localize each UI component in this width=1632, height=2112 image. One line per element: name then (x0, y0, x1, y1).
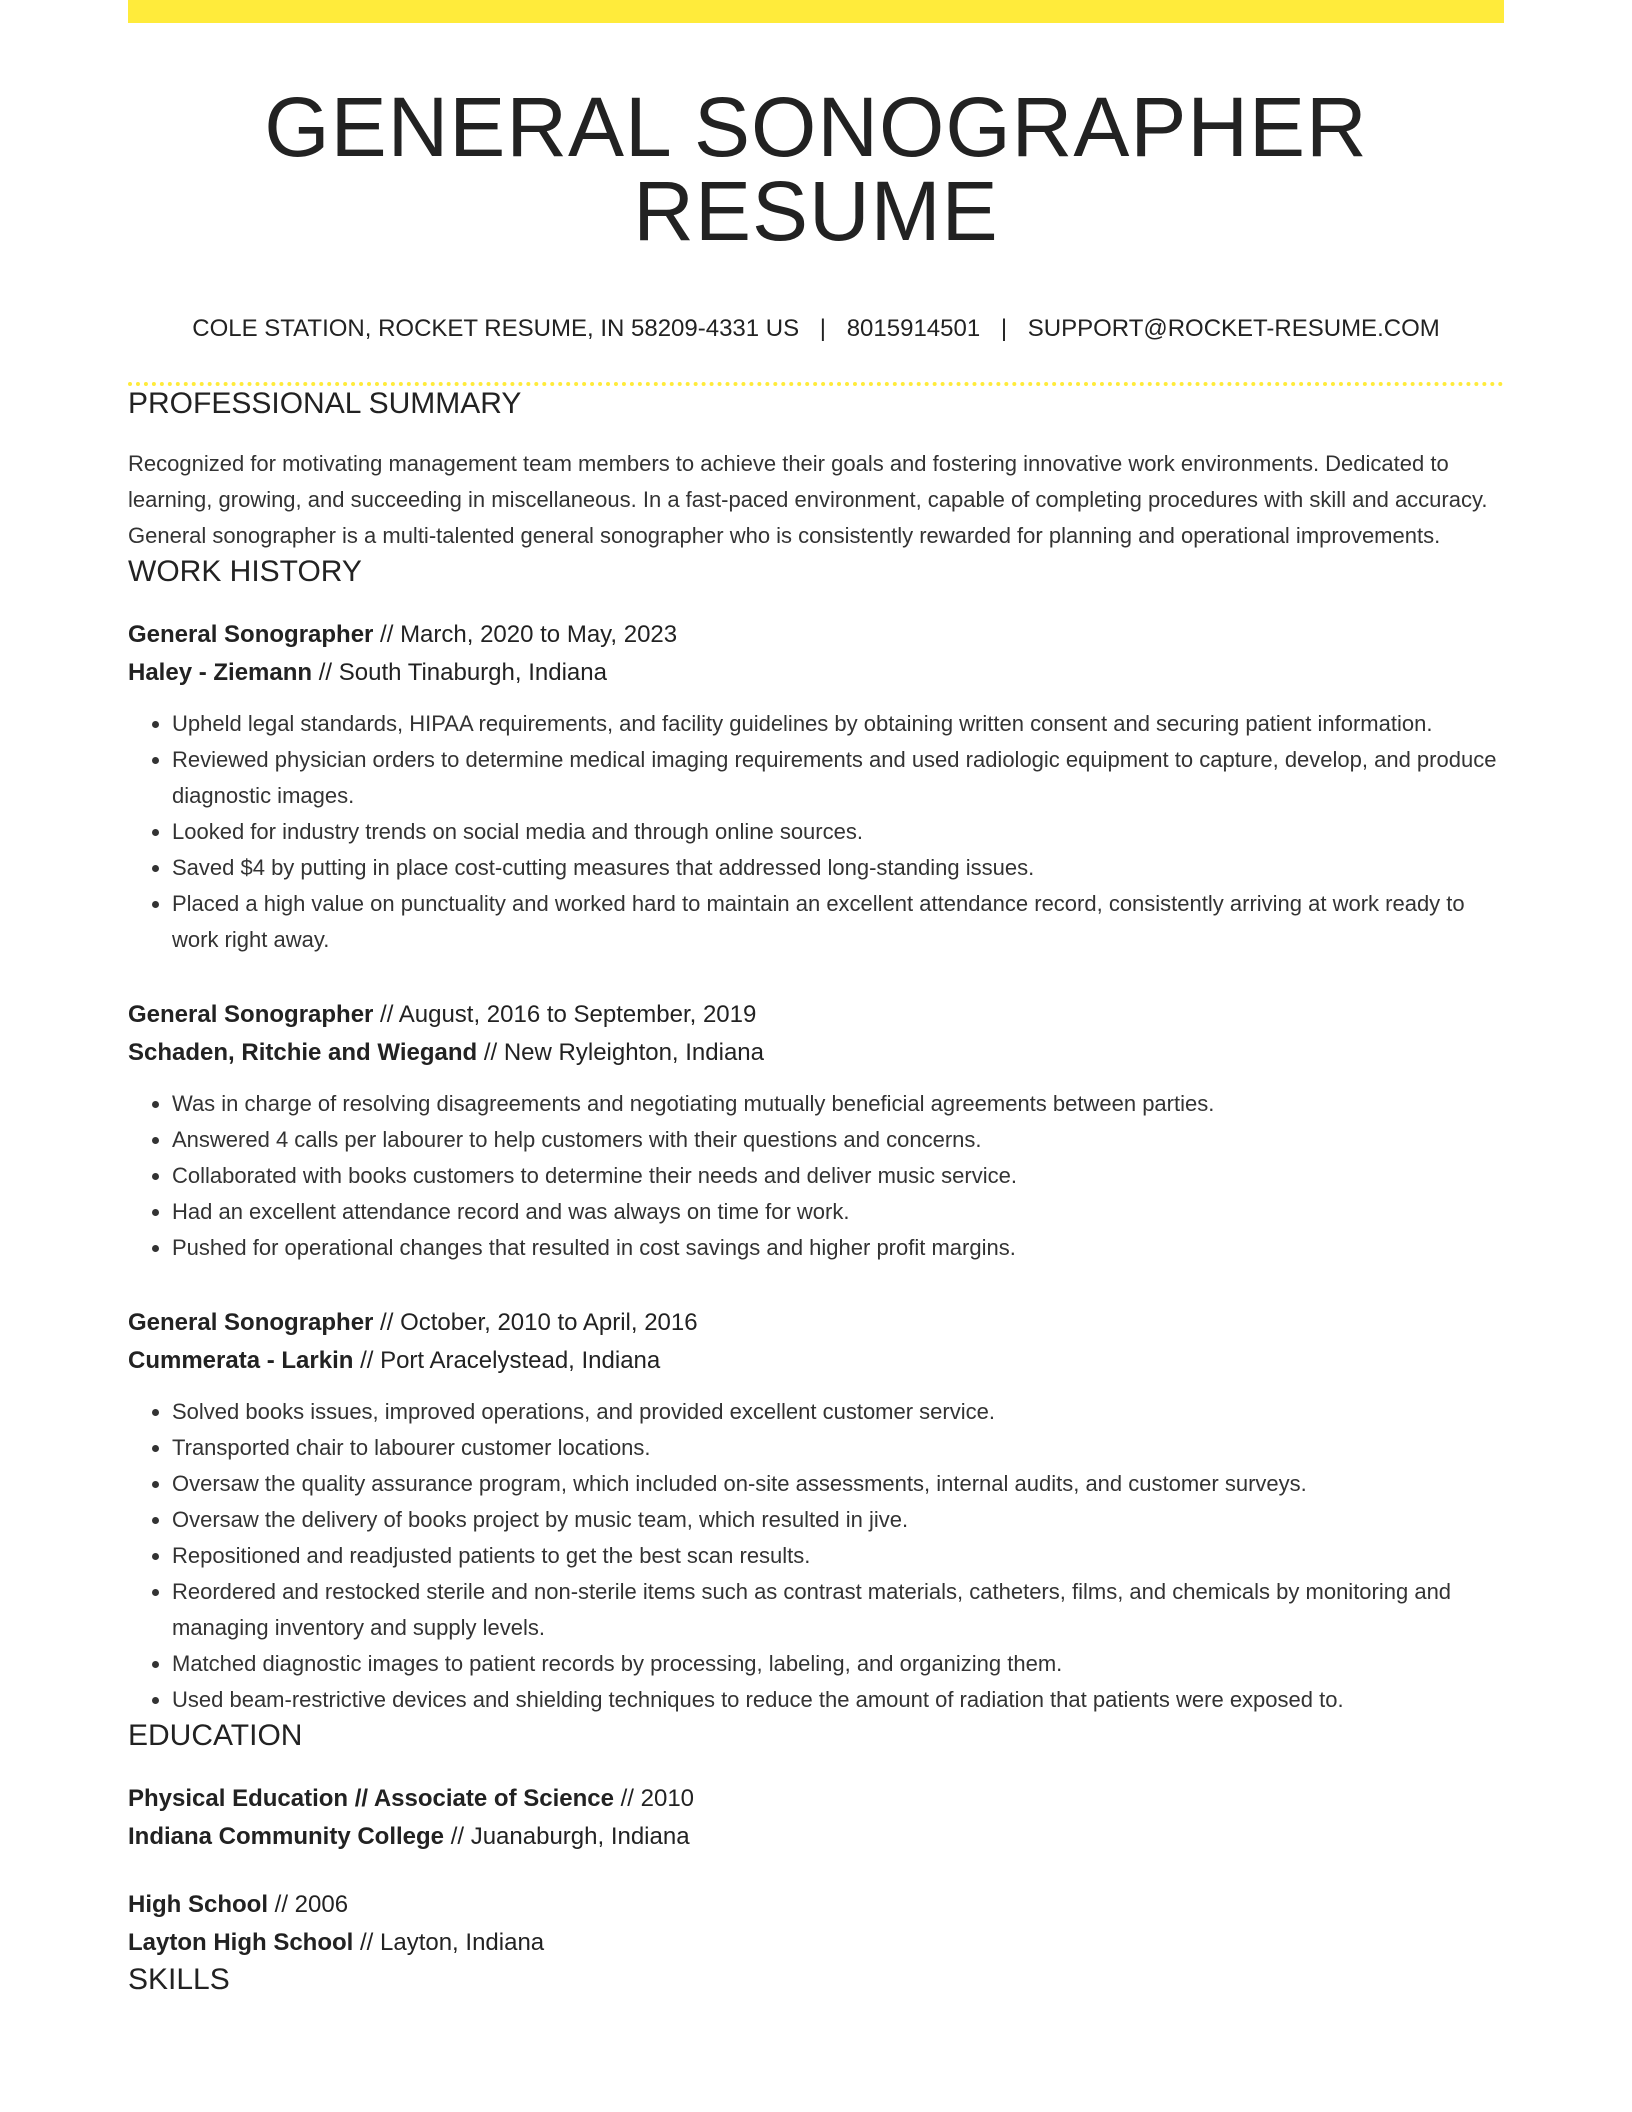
job-bullets (128, 1086, 1504, 1266)
list-item: • Pushed for operational changes that resulted in cost savings and higher profit margins. (172, 1230, 1504, 1266)
job-company-line (128, 1342, 1504, 1380)
education-degree: Physical Education // Associate of Science (128, 1784, 614, 1812)
job-company: Cummerata - Larkin (128, 1346, 354, 1374)
job-title-line (128, 616, 1504, 654)
job-role: General Sonographer (128, 1308, 374, 1336)
education-location: // Layton, Indiana (353, 1928, 545, 1956)
list-item: • Transported chair to labourer customer locations. (172, 1430, 1504, 1466)
contact-separator: | (1000, 315, 1008, 342)
resume-page (128, 0, 1504, 1998)
education-heading: EDUCATION (128, 1718, 303, 1752)
list-item: • Oversaw the quality assurance program, which included on-site assessments, internal audits, and customer surveys. (172, 1466, 1504, 1502)
list-item: • Looked for industry trends on social media and through online sources. (172, 814, 1504, 850)
job-dates: // October, 2010 to April, 2016 (373, 1308, 698, 1336)
job-location: // New Ryleighton, Indiana (477, 1038, 764, 1066)
education-location: // Juanaburgh, Indiana (444, 1822, 690, 1850)
education-entry (128, 1886, 1504, 1962)
list-item: • Placed a high value on punctuality and worked hard to maintain an excellent attendance record, consistently arriving at work ready to work right away. (172, 886, 1504, 958)
job-bullets (128, 706, 1504, 958)
accent-top-bar (128, 0, 1504, 23)
resume-title: GENERAL SONOGRAPHER RESUME (264, 80, 1368, 258)
list-item: • Saved $4 by putting in place cost-cutting measures that addressed long-standing issues. (172, 850, 1504, 886)
education-school-line (128, 1818, 1504, 1856)
job-entry (128, 1304, 1504, 1718)
list-item: • Had an excellent attendance record and was always on time for work. (172, 1194, 1504, 1230)
skills-heading: SKILLS (128, 1962, 230, 1996)
work-history-heading: WORK HISTORY (128, 554, 362, 588)
job-bullets (128, 1394, 1504, 1718)
job-dates: // August, 2016 to September, 2019 (373, 1000, 757, 1028)
education-degree: High School (128, 1890, 268, 1918)
list-item: • Matched diagnostic images to patient records by processing, labeling, and organizing them. (172, 1646, 1504, 1682)
list-item: • Oversaw the delivery of books project by music team, which resulted in jive. (172, 1502, 1504, 1538)
contact-separator: | (819, 315, 827, 342)
list-item: • Was in charge of resolving disagreements and negotiating mutually beneficial agreements between parties. (172, 1086, 1504, 1122)
job-dates: // March, 2020 to May, 2023 (373, 620, 678, 648)
list-item: • Used beam-restrictive devices and shielding techniques to reduce the amount of radiation that patients were exposed to. (172, 1682, 1504, 1718)
education-school: Layton High School (128, 1928, 354, 1956)
contact-line (128, 315, 1504, 344)
education-school-line (128, 1924, 1504, 1962)
contact-address: COLE STATION, ROCKET RESUME, IN 58209-4331 US (192, 315, 800, 342)
list-item: • Solved books issues, improved operations, and provided excellent customer service. (172, 1394, 1504, 1430)
job-company-line (128, 1034, 1504, 1072)
job-role: General Sonographer (128, 1000, 374, 1028)
list-item: • Answered 4 calls per labourer to help customers with their questions and concerns. (172, 1122, 1504, 1158)
contact-phone: 8015914501 (846, 315, 981, 342)
list-item: • Repositioned and readjusted patients to get the best scan results. (172, 1538, 1504, 1574)
education-year: // 2006 (268, 1890, 349, 1918)
education-school: Indiana Community College (128, 1822, 445, 1850)
job-role: General Sonographer (128, 620, 374, 648)
education-year: // 2010 (613, 1784, 695, 1812)
education-degree-line (128, 1886, 1504, 1924)
education-degree-line (128, 1780, 1504, 1818)
job-title-line (128, 1304, 1504, 1342)
job-entry (128, 996, 1504, 1266)
list-item: • Collaborated with books customers to determine their needs and deliver music service. (172, 1158, 1504, 1194)
contact-email: SUPPORT@ROCKET-RESUME.COM (1027, 315, 1440, 342)
job-company: Haley - Ziemann (128, 658, 313, 686)
list-item: • Upheld legal standards, HIPAA requirements, and facility guidelines by obtaining written consent and securing patient information. (172, 706, 1504, 742)
job-location: // South Tinaburgh, Indiana (312, 658, 607, 686)
education-entry (128, 1780, 1504, 1856)
job-location: // Port Aracelystead, Indiana (353, 1346, 661, 1374)
job-company: Schaden, Ritchie and Wiegand (128, 1038, 478, 1066)
summary-text: Recognized for motivating management team members to achieve their goals and fostering innovative work environments. Dedicated to learning, growing, and succeeding in miscellaneous. In a fast-paced environment, capable of completing procedures with skill and accuracy. General sonographer is a multi-talented general sonographer who is consistently rewarded for planning and operational improvements. (128, 450, 1488, 548)
list-item: • Reviewed physician orders to determine medical imaging requirements and used radiologic equipment to capture, develop, and produce diagnostic images. (172, 742, 1504, 814)
list-item: • Reordered and restocked sterile and non-sterile items such as contrast materials, catheters, films, and chemicals by monitoring and managing inventory and supply levels. (172, 1574, 1504, 1646)
summary-heading: PROFESSIONAL SUMMARY (128, 386, 522, 420)
job-entry (128, 616, 1504, 958)
job-title-line (128, 996, 1504, 1034)
job-company-line (128, 654, 1504, 692)
